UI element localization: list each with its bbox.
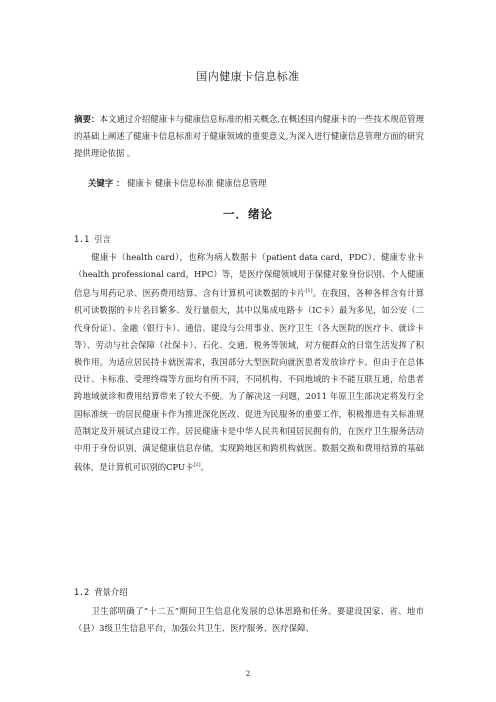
section-heading: 一．绪论 [223, 207, 273, 221]
keywords-text: 健康卡 健康卡信息标准 健康信息管理 [127, 178, 267, 188]
keywords-label: 关键字 ： [88, 178, 125, 188]
paragraph-intro-part-c: 。 [200, 462, 209, 473]
page-number: 2 [245, 670, 251, 678]
citation-2: [2] [193, 462, 201, 469]
paragraph-background-text: 卫生部明确了“十二五”期间卫生信息化发展的总体思路和任务。要建设国家、省、地市（县）3级卫生信息平台，加强公共卫生、医疗服务、医疗保障、 [74, 606, 424, 634]
citation-1: [1] [305, 288, 313, 295]
subsection-heading-background: 1.2 背景介绍 [74, 587, 128, 597]
keywords [88, 175, 266, 192]
abstract-text: 本文通过介绍健康卡与健康信息标准的相关概念,在概述国内健康卡的一些技术规范管理的基础上阐述了健康卡信息标准对于健康领域的重要意义,为深入进行健康信息管理方面的研究提供理论依据 。 [74, 114, 425, 158]
paragraph-intro-part-a: 健康卡（health card），也称为病人数据卡（patient data card，PDC）、健康专业卡（health professional card，HPC）等，是医疗保健领域用于保健对象身份识别、个人健康信息与用药记录、医药费用结算、含有计算机可读数据的卡片 [74, 252, 424, 299]
paragraph-intro-part-b: 。在我国，各种各样含有计算机可读数据的卡片名目繁多、发行量很大，其中以集成电路卡（IC卡）最为多见，如公安（二代身份证）、金融（银行卡）、通信、建设与公用事业、医疗卫生（各大医院的医疗卡、就诊卡等）、劳动与社会保障（社保卡）、石化、交通、税务等领域，对方便群众的日常生活发挥了积极作用。为适应居民持卡就医需求，我国部分大型医院向就医患者发放诊疗卡。但由于在总体设计、卡标准、受理终端等方面均有所不同，不同机构、不同地域的卡不能互联互通，给患者跨地域就诊和费用结算带来了较大不便。为了解决这一问题，2011 年原卫生部决定将发行全国标准统一的居民健康卡作为推进深化医改、促进为民服务的重要工作，积极推进有关标准规范制定及开展试点建设工作。居民健康卡是中华人民共和国居民拥有的，在医疗卫生服务活动中用于身份识别，满足健康信息存储，实现跨地区和跨机构就医、数据交换和费用结算的基础载体，是计算机可识别的CPU卡 [74, 288, 425, 473]
abstract-label: 摘要： [74, 114, 100, 124]
subsection-heading-intro: 1.1 引言 [74, 234, 111, 244]
abstract [74, 111, 424, 162]
paper-title: 国内健康卡信息标准 [196, 70, 300, 83]
paragraph-background [74, 603, 424, 637]
paragraph-intro [74, 249, 424, 476]
